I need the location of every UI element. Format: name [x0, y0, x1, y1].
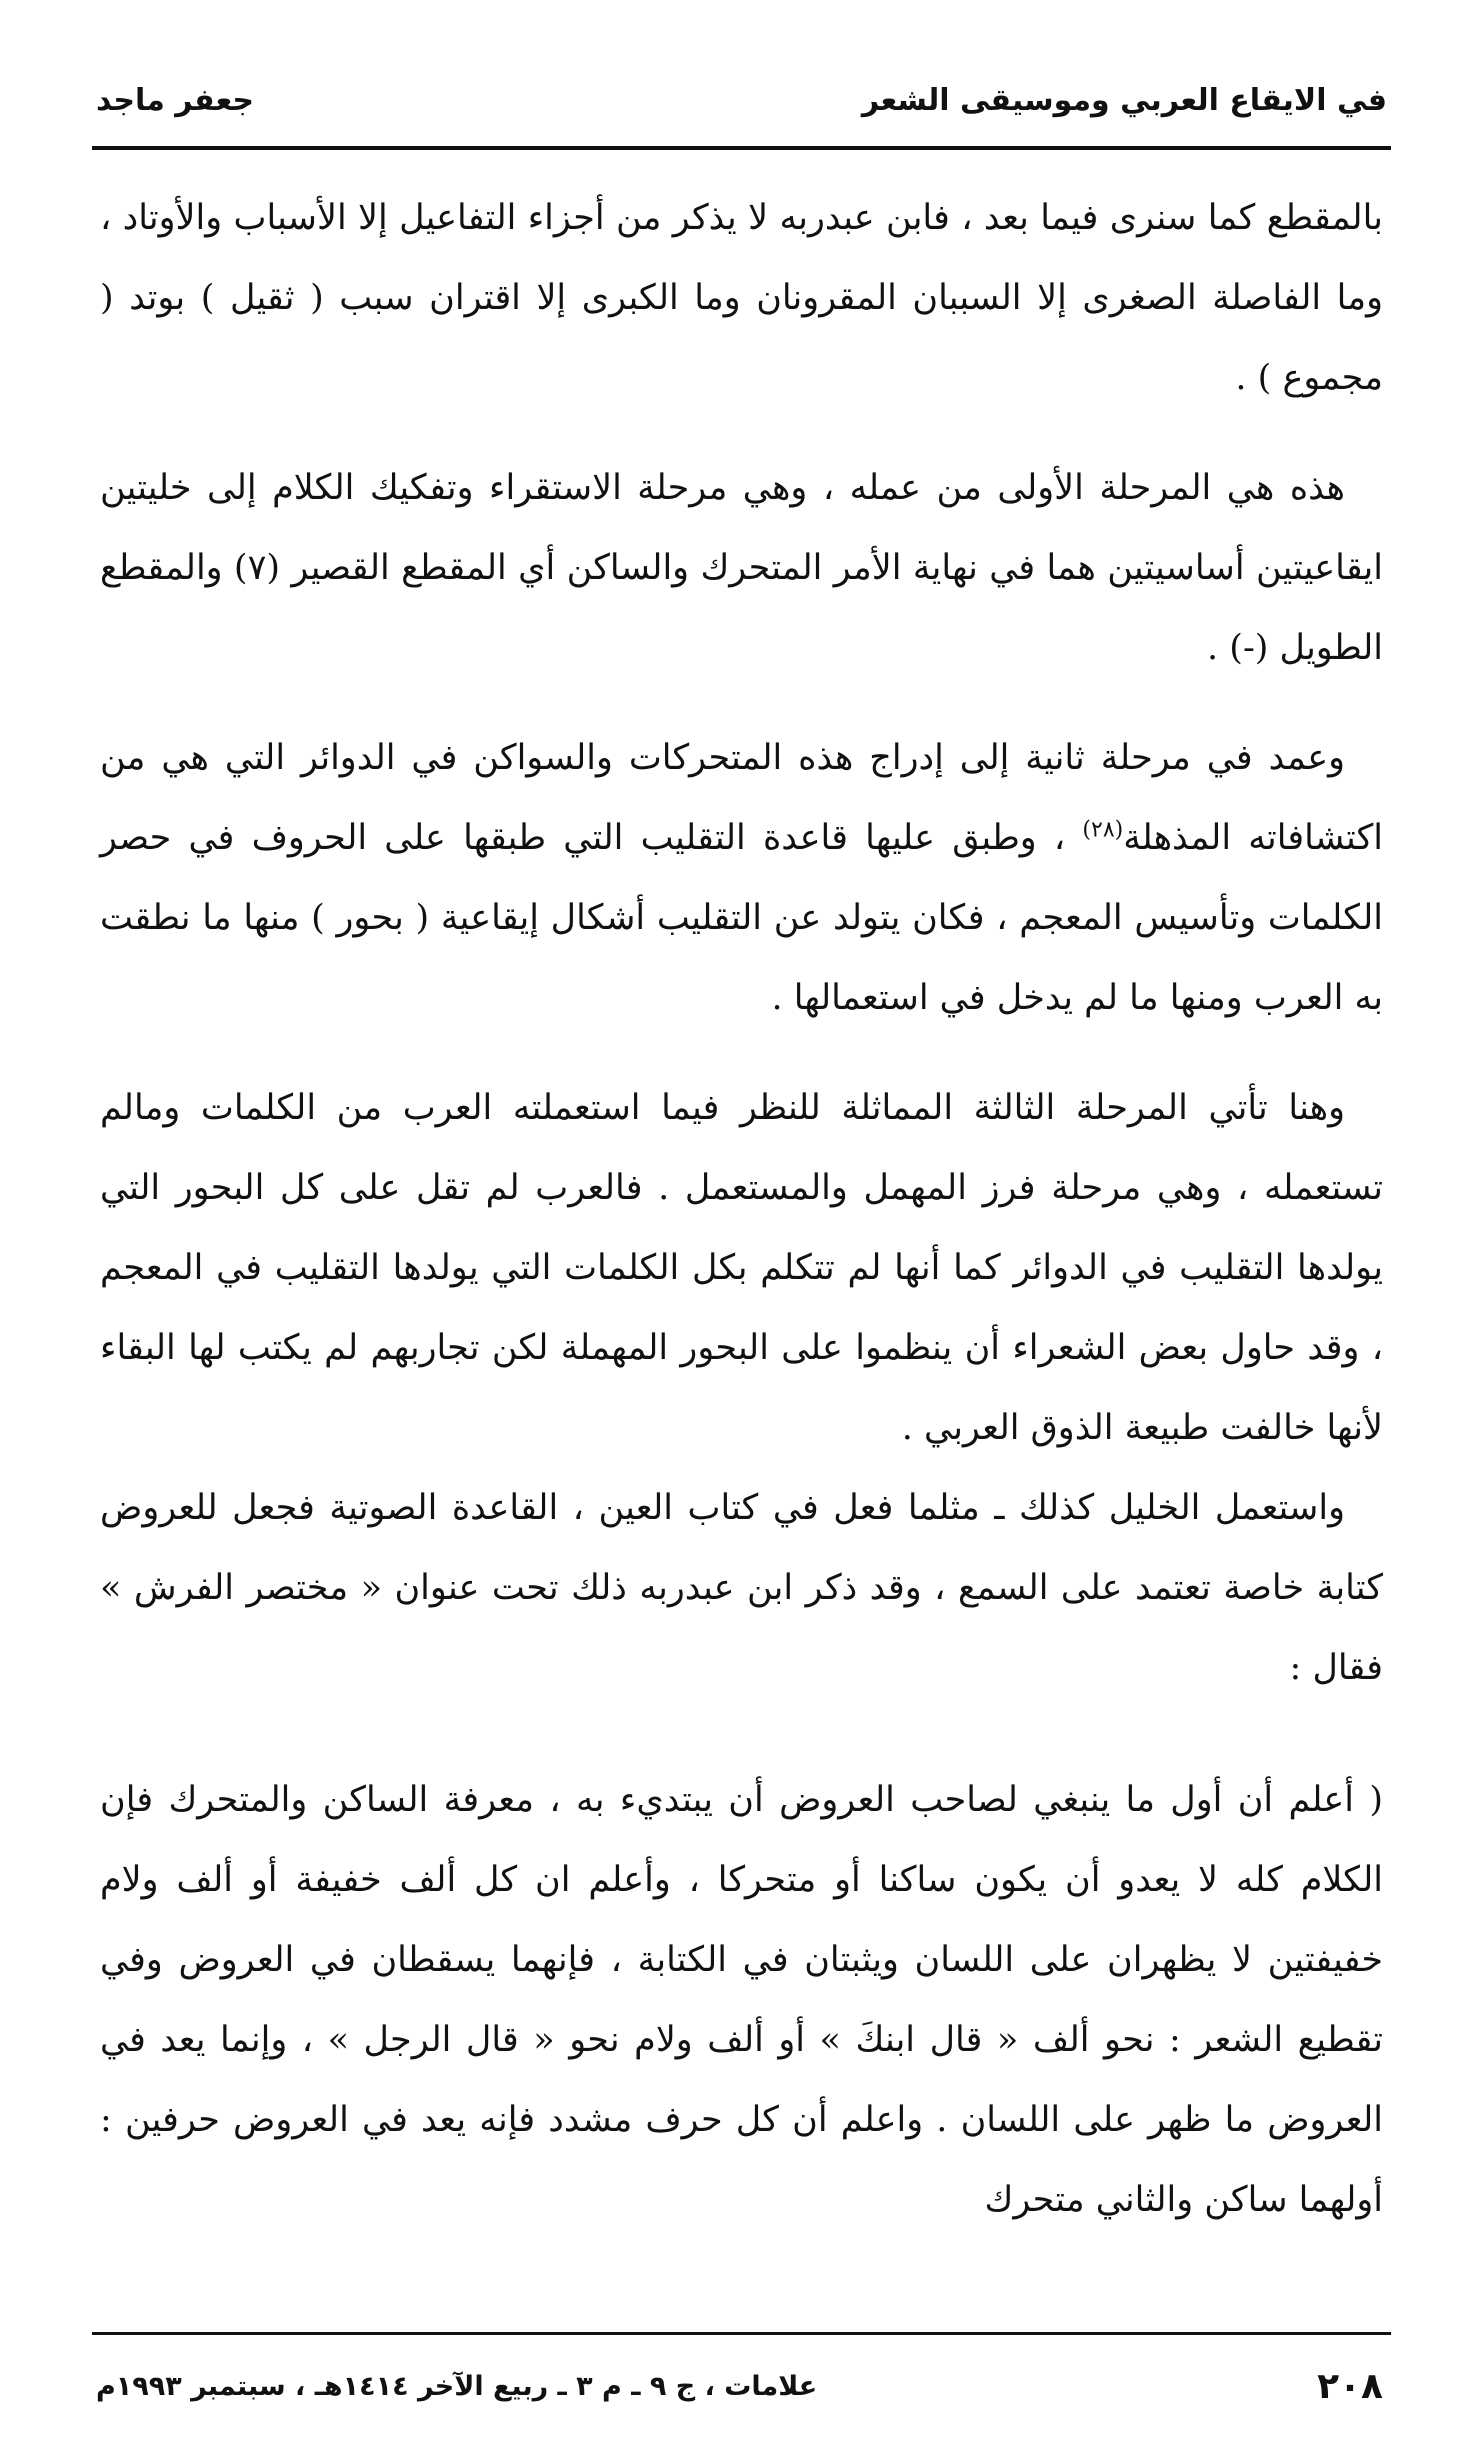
paragraph-2: هذه هي المرحلة الأولى من عمله ، وهي مرحلة الاستقراء وتفكيك الكلام إلى خليتين ايقاعيتين أساسيتين هما في نهاية الأمر المتحرك والساكن أي المقطع القصير (٧) والمقطع الطويل (-) . [100, 468, 1383, 668]
paragraph-3 [100, 718, 1383, 1038]
paragraph-3-text-a: وعمد في مرحلة ثانية إلى إدراج هذه المتحركات والسواكن في الدوائر التي هي من اكتشافاته المذهلة [100, 738, 1383, 858]
paragraph-3-text-b: ، وطبق عليها قاعدة التقليب التي طبقها على الحروف في حصر الكلمات وتأسيس المعجم ، فكان يتولد عن التقليب أشكال إيقاعية ( بحور ) منها ما نطقت به العرب ومنها ما لم يدخل في استعمالها . [100, 818, 1383, 1018]
paragraph-5: واستعمل الخليل كذلك ـ مثلما فعل في كتاب العين ، القاعدة الصوتية فجعل للعروض كتابة خاصة تعتمد على السمع ، وقد ذكر ابن عبدربه ذلك تحت عنوان « مختصر الفرش » فقال : [100, 1488, 1383, 1688]
book-title: في الايقاع العربي وموسيقى الشعر [861, 82, 1387, 118]
running-header [96, 72, 1387, 128]
paragraph-4: وهنا تأتي المرحلة الثالثة المماثلة للنظر فيما استعملته العرب من الكلمات ومالم تستعمله ، وهي مرحلة فرز المهمل والمستعمل . فالعرب لم تقل على كل البحور التي يولدها التقليب في الدوائر كما أنها لم تتكلم بكل الكلمات التي يولدها التقليب في المعجم ، وقد حاول بعض الشعراء أن ينظموا على البحور المهملة لكن تجاربهم لم يكتب لها البقاء لأنها خالفت طبيعة الذوق العربي . [100, 1088, 1383, 1448]
page-footer [96, 2362, 1383, 2410]
body-text [100, 178, 1383, 2240]
footer-divider [92, 2332, 1391, 2335]
paragraph-1: بالمقطع كما سنرى فيما بعد ، فابن عبدربه لا يذكر من أجزاء التفاعيل إلا الأسباب والأوتاد ، وما الفاصلة الصغرى إلا السببان المقرونان وما الكبرى إلا اقتران سبب ( ثقيل ) بوتد ( مجموع ) . [100, 198, 1383, 398]
footnote-reference: (٢٨) [1082, 817, 1124, 843]
header-divider [92, 146, 1391, 150]
journal-citation: علامات ، ج ٩ ـ م ٣ ـ ربيع الآخر ١٤١٤هـ ، سبتمبر ١٩٩٣م [96, 2370, 818, 2402]
page-number: ٢٠٨ [1317, 2365, 1383, 2407]
quotation-paragraph: ( أعلم أن أول ما ينبغي لصاحب العروض أن يبتديء به ، معرفة الساكن والمتحرك فإن الكلام كله لا يعدو أن يكون ساكنا أو متحركا ، وأعلم ان كل ألف خفيفة أو ألف ولام خفيفتين لا يظهران على اللسان ويثبتان في الكتابة ، فإنهما يسقطان في العروض وفي تقطيع الشعر : نحو ألف « قال ابنكَ » أو ألف ولام نحو « قال الرجل » ، وإنما يعد في العروض ما ظهر على اللسان . واعلم أن كل حرف مشدد فإنه يعد في العروض حرفين : أولهما ساكن والثاني متحرك [100, 1780, 1383, 2220]
author-name: جعفر ماجد [96, 82, 255, 118]
